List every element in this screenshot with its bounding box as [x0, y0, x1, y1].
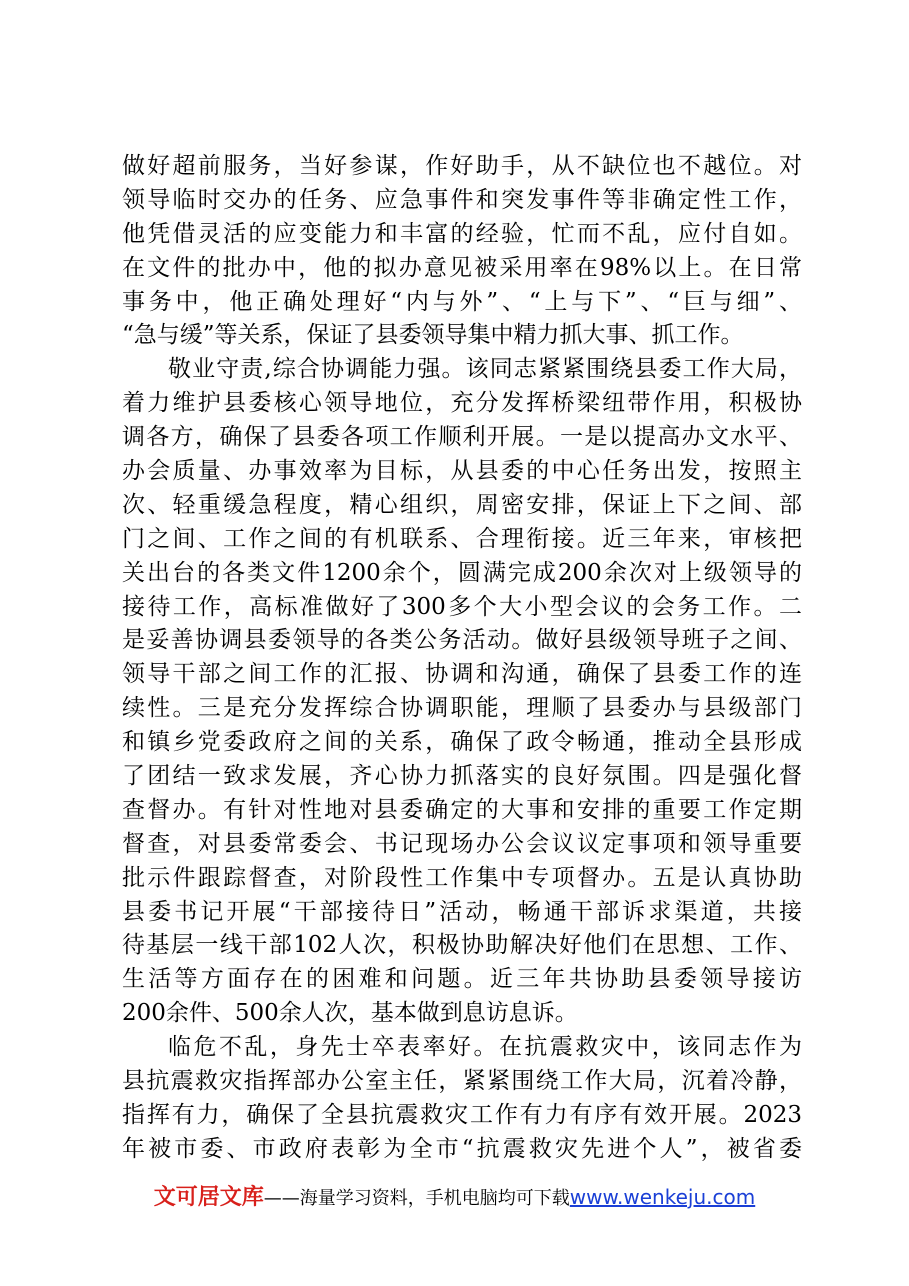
text-line: 次、轻重缓急程度，精心组织，周密安排，保证上下之间、部: [122, 491, 802, 518]
text-line: 批示件跟踪督查，对阶段性工作集中专项督办。五是认真协助: [122, 864, 802, 891]
text-line: 办会质量、办事效率为目标，从县委的中心任务出发，按照主: [122, 458, 802, 485]
footer-brand: 文可居文库: [153, 1185, 264, 1210]
text-line: 查督办。有针对性地对县委确定的大事和安排的重要工作定期: [122, 796, 802, 823]
text-line: 县抗震救灾指挥部办公室主任，紧紧围绕工作大局，沉着冷静，: [122, 1068, 802, 1095]
footer-banner: [0, 1180, 909, 1211]
text-line: 着力维护县委核心领导地位，充分发挥桥梁纽带作用，积极协: [122, 390, 802, 417]
text-line: 门之间、工作之间的有机联系、合理衔接。近三年来，审核把: [122, 525, 802, 552]
text-line: 指挥有力，确保了全县抗震救灾工作有力有序有效开展。2023: [122, 1101, 802, 1128]
text-line: 他凭借灵活的应变能力和丰富的经验，忙而不乱，应付自如。: [122, 220, 802, 247]
text-line: 事务中，他正确处理好“内与外”、“上与下”、“巨与细”、: [122, 288, 802, 315]
text-line: 领导干部之间工作的汇报、协调和沟通，确保了县委工作的连: [122, 661, 802, 688]
text-line: 领导临时交办的任务、应急事件和突发事件等非确定性工作，: [122, 186, 802, 213]
text-line: 待基层一线干部102人次，积极协助解决好他们在思想、工作、: [122, 932, 802, 959]
text-line: “急与缓”等关系，保证了县委领导集中精力抓大事、抓工作。: [122, 322, 744, 349]
text-line: 和镇乡党委政府之间的关系，确保了政令畅通，推动全县形成: [122, 729, 802, 756]
text-line: 督查，对县委常委会、书记现场办公会议议定事项和领导重要: [122, 830, 802, 857]
text-line: 年被市委、市政府表彰为全市“抗震救灾先进个人”，被省委: [122, 1135, 802, 1162]
text-line: 临危不乱，身先士卒表率好。在抗震救灾中，该同志作为: [168, 1034, 802, 1061]
text-line: 生活等方面存在的困难和问题。近三年共协助县委领导接访: [122, 966, 802, 993]
footer-website-link[interactable]: www.wenkeju.com: [569, 1185, 756, 1209]
text-line: 200余件、500余人次，基本做到息访息诉。: [122, 1000, 578, 1027]
text-line: 关出台的各类文件1200余个，圆满完成200余次对上级领导的: [122, 559, 802, 586]
text-line: 县委书记开展“干部接待日”活动，畅通干部诉求渠道，共接: [122, 898, 802, 925]
document-body: [122, 150, 802, 1167]
text-line: 接待工作，高标准做好了300多个大小型会议的会务工作。二: [122, 593, 802, 620]
text-line: 续性。三是充分发挥综合协调职能，理顺了县委办与县级部门: [122, 695, 802, 722]
text-line: 做好超前服务，当好参谋，作好助手，从不缺位也不越位。对: [122, 153, 802, 179]
footer-tagline: ——海量学习资料，手机电脑均可下载: [263, 1188, 570, 1209]
text-line: 敬业守责,综合协调能力强。该同志紧紧围绕县委工作大局，: [168, 356, 802, 383]
text-line: 是妥善协调县委领导的各类公务活动。做好县级领导班子之间、: [122, 627, 802, 654]
text-line: 了团结一致求发展，齐心协力抓落实的良好氛围。四是强化督: [122, 763, 802, 790]
text-line: 在文件的批办中，他的拟办意见被采用率在98%以上。在日常: [122, 254, 802, 281]
text-line: 调各方，确保了县委各项工作顺利开展。一是以提高办文水平、: [122, 424, 802, 451]
